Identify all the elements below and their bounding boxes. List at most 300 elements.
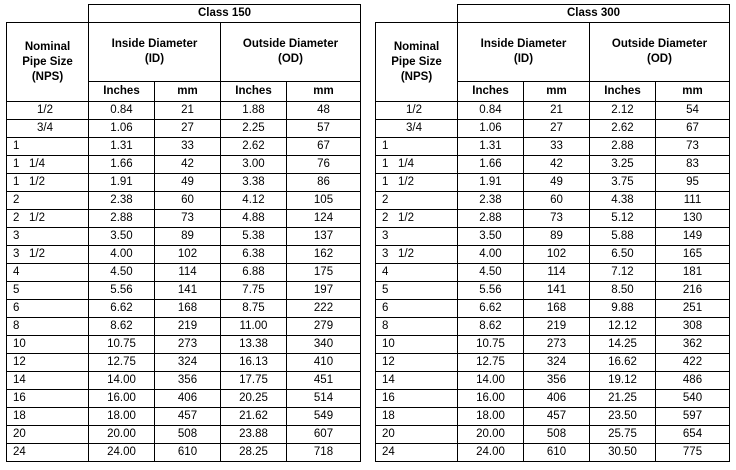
class-150-table [6,4,361,462]
nps-whole: 12 [382,356,395,368]
nps-cell [7,408,89,426]
nps-cell [376,228,458,246]
nps-whole: 18 [13,410,26,422]
table-row [376,426,730,444]
nps-cell [376,390,458,408]
table-row [7,444,361,462]
id-header-line: (ID) [513,53,534,65]
id-inches-cell: 1.31 [89,138,155,156]
id-mm-cell: 219 [524,318,590,336]
class-row [7,5,361,23]
id-mm-cell: 168 [524,300,590,318]
od-mm-cell: 57 [287,120,361,138]
id-mm-cell: 356 [524,372,590,390]
nps-cell [376,192,458,210]
nps-whole: 5 [13,284,20,296]
od-mm-cell: 607 [287,426,361,444]
nps-whole: 1 [13,176,20,188]
nps-cell [376,318,458,336]
id-inches-cell: 5.56 [458,282,524,300]
id-inches-cell: 14.00 [89,372,155,390]
nps-whole: 20 [382,428,395,440]
od-inches-cell: 6.88 [221,264,287,282]
nps-whole: 24 [382,446,395,458]
blank-corner-cell [376,5,458,23]
od-mm-cell: 137 [287,228,361,246]
od-header-line: (OD) [647,53,672,65]
od-mm-cell: 775 [656,444,730,462]
nps-fraction: 1/2 [406,104,422,116]
nps-whole: 1 [13,140,20,152]
nps-whole: 20 [13,428,26,440]
nps-whole: 16 [13,392,26,404]
unit-od-mm: mm [656,82,730,102]
table-row [7,192,361,210]
blank-corner-cell [7,5,89,23]
od-inches-cell: 3.75 [590,174,656,192]
nps-cell [376,444,458,462]
od-mm-cell: 549 [287,408,361,426]
nps-whole: 10 [382,338,395,350]
id-inches-cell: 3.50 [89,228,155,246]
od-inches-cell: 7.75 [221,282,287,300]
nps-header-line: (NPS) [400,70,433,83]
od-mm-cell: 48 [287,102,361,120]
od-mm-cell: 83 [656,156,730,174]
od-mm-cell: 308 [656,318,730,336]
nps-cell [376,408,458,426]
nps-header-line: Pipe Size [391,55,442,68]
od-mm-cell: 654 [656,426,730,444]
nps-header [376,23,458,102]
od-mm-cell: 222 [287,300,361,318]
od-header [221,23,361,82]
od-inches-cell: 12.12 [590,318,656,336]
table-row [376,264,730,282]
nps-fraction: 1/2 [29,248,45,260]
nps-whole: 8 [13,320,20,332]
od-mm-cell: 76 [287,156,361,174]
od-inches-cell: 16.62 [590,354,656,372]
nps-cell [7,102,89,120]
id-inches-cell: 8.62 [458,318,524,336]
table-row [7,102,361,120]
nps-whole: 3 [382,230,389,242]
od-inches-cell: 25.75 [590,426,656,444]
header-row [7,23,361,82]
nps-whole: 6 [382,302,389,314]
od-mm-cell: 124 [287,210,361,228]
nps-whole: 12 [13,356,26,368]
od-inches-cell: 2.62 [590,120,656,138]
id-mm-cell: 33 [524,138,590,156]
nps-fraction: 1/2 [398,212,414,224]
unit-od-mm: mm [287,82,361,102]
id-inches-cell: 12.75 [89,354,155,372]
table-row [7,210,361,228]
nps-whole: 2 [13,212,20,224]
id-inches-cell: 4.50 [458,264,524,282]
nps-cell [376,354,458,372]
id-mm-cell: 73 [524,210,590,228]
od-inches-cell: 1.88 [221,102,287,120]
id-mm-cell: 457 [155,408,221,426]
table-row [7,300,361,318]
od-inches-cell: 4.38 [590,192,656,210]
od-inches-cell: 2.62 [221,138,287,156]
class-150-tbody [7,5,361,462]
od-inches-cell: 6.50 [590,246,656,264]
table-row [7,120,361,138]
nps-header [7,23,89,102]
nps-cell [7,174,89,192]
table-row [376,318,730,336]
od-inches-cell: 4.12 [221,192,287,210]
id-mm-cell: 73 [155,210,221,228]
od-mm-cell: 73 [656,138,730,156]
id-inches-cell: 4.00 [89,246,155,264]
id-mm-cell: 508 [524,426,590,444]
table-row [376,336,730,354]
nps-cell [376,174,458,192]
id-inches-cell: 4.50 [89,264,155,282]
od-inches-cell: 23.50 [590,408,656,426]
od-inches-cell: 8.75 [221,300,287,318]
id-mm-cell: 21 [524,102,590,120]
id-mm-cell: 324 [155,354,221,372]
nps-whole: 4 [382,266,389,278]
nps-whole: 1 [382,140,389,152]
table-row [7,156,361,174]
nps-cell [376,138,458,156]
id-inches-cell: 1.06 [458,120,524,138]
nps-header-line: (NPS) [31,70,64,83]
od-mm-cell: 451 [287,372,361,390]
nps-cell [7,426,89,444]
unit-id-inches: Inches [458,82,524,102]
id-inches-cell: 24.00 [89,444,155,462]
id-mm-cell: 60 [524,192,590,210]
od-mm-cell: 67 [287,138,361,156]
table-row [376,156,730,174]
table-row [7,426,361,444]
nps-cell [376,120,458,138]
id-mm-cell: 610 [155,444,221,462]
id-mm-cell: 33 [155,138,221,156]
nps-whole: 3 [13,230,20,242]
id-mm-cell: 610 [524,444,590,462]
od-mm-cell: 718 [287,444,361,462]
id-inches-cell: 6.62 [458,300,524,318]
od-header-line: Outside Diameter [242,38,339,50]
id-inches-cell: 24.00 [458,444,524,462]
nps-cell [7,354,89,372]
nps-cell [376,282,458,300]
nps-cell [376,426,458,444]
nps-cell [7,282,89,300]
nps-whole: 1 [13,158,20,170]
id-inches-cell: 2.38 [458,192,524,210]
nps-cell [7,300,89,318]
table-row [7,264,361,282]
od-mm-cell: 86 [287,174,361,192]
od-inches-cell: 2.25 [221,120,287,138]
id-inches-cell: 3.50 [458,228,524,246]
nps-whole: 10 [13,338,26,350]
table-row [376,354,730,372]
id-mm-cell: 141 [155,282,221,300]
table-row [7,336,361,354]
od-mm-cell: 105 [287,192,361,210]
od-inches-cell: 28.25 [221,444,287,462]
id-mm-cell: 114 [524,264,590,282]
id-inches-cell: 6.62 [89,300,155,318]
id-inches-cell: 1.66 [458,156,524,174]
nps-cell [7,228,89,246]
id-inches-cell: 20.00 [89,426,155,444]
nps-whole: 18 [382,410,395,422]
id-mm-cell: 406 [524,390,590,408]
nps-fraction: 1/2 [37,104,53,116]
od-mm-cell: 362 [656,336,730,354]
nps-cell [7,372,89,390]
od-inches-cell: 13.38 [221,336,287,354]
od-mm-cell: 67 [656,120,730,138]
nps-cell [7,246,89,264]
id-mm-cell: 102 [155,246,221,264]
table-row [7,372,361,390]
od-mm-cell: 95 [656,174,730,192]
unit-id-mm: mm [155,82,221,102]
od-inches-cell: 23.88 [221,426,287,444]
nps-whole: 2 [382,194,389,206]
nps-cell [376,372,458,390]
od-header-line: (OD) [278,53,303,65]
id-header [458,23,590,82]
od-inches-cell: 9.88 [590,300,656,318]
od-mm-cell: 514 [287,390,361,408]
nps-cell [7,156,89,174]
nps-fraction: 1/4 [398,158,414,170]
od-inches-cell: 20.25 [221,390,287,408]
unit-id-inches: Inches [89,82,155,102]
od-mm-cell: 422 [656,354,730,372]
table-row [376,408,730,426]
od-inches-cell: 2.88 [590,138,656,156]
table-row [376,444,730,462]
nps-cell [376,156,458,174]
od-inches-cell: 30.50 [590,444,656,462]
id-mm-cell: 219 [155,318,221,336]
nps-fraction: 1/2 [29,212,45,224]
table-row [376,282,730,300]
od-inches-cell: 8.50 [590,282,656,300]
od-inches-cell: 3.00 [221,156,287,174]
od-mm-cell: 175 [287,264,361,282]
unit-id-mm: mm [524,82,590,102]
table-row [7,138,361,156]
id-mm-cell: 324 [524,354,590,372]
id-mm-cell: 457 [524,408,590,426]
id-inches-cell: 2.88 [89,210,155,228]
table-row [376,120,730,138]
od-mm-cell: 162 [287,246,361,264]
nps-fraction: 1/2 [29,176,45,188]
nps-fraction: 1/2 [398,248,414,260]
nps-whole: 2 [382,212,389,224]
id-mm-cell: 273 [524,336,590,354]
class-row [376,5,730,23]
od-mm-cell: 149 [656,228,730,246]
nps-whole: 4 [13,266,20,278]
nps-cell [376,210,458,228]
nps-header-line: Pipe Size [22,55,73,68]
table-row [7,228,361,246]
od-mm-cell: 216 [656,282,730,300]
id-inches-cell: 2.88 [458,210,524,228]
od-inches-cell: 5.12 [590,210,656,228]
id-inches-cell: 18.00 [458,408,524,426]
id-header-line: (ID) [144,53,165,65]
nps-cell [376,246,458,264]
id-mm-cell: 273 [155,336,221,354]
od-mm-cell: 54 [656,102,730,120]
od-inches-cell: 19.12 [590,372,656,390]
table-row [376,228,730,246]
id-mm-cell: 60 [155,192,221,210]
table-row [376,102,730,120]
id-inches-cell: 14.00 [458,372,524,390]
id-mm-cell: 21 [155,102,221,120]
nps-whole: 6 [13,302,20,314]
nps-cell [7,210,89,228]
id-inches-cell: 2.38 [89,192,155,210]
table-row [376,300,730,318]
nps-cell [7,120,89,138]
id-mm-cell: 89 [524,228,590,246]
nps-cell [7,264,89,282]
nps-whole: 1 [382,176,389,188]
nps-whole: 24 [13,446,26,458]
class-300-tbody [376,5,730,462]
unit-od-inches: Inches [221,82,287,102]
table-row [376,174,730,192]
nps-fraction: 3/4 [37,122,53,134]
id-mm-cell: 406 [155,390,221,408]
od-mm-cell: 130 [656,210,730,228]
class-label: Class 150 [89,5,361,23]
table-row [7,318,361,336]
table-row [7,246,361,264]
nps-whole: 16 [382,392,395,404]
id-inches-cell: 4.00 [458,246,524,264]
nps-header-line: Nominal [24,40,71,53]
od-inches-cell: 7.12 [590,264,656,282]
od-mm-cell: 111 [656,192,730,210]
nps-cell [7,390,89,408]
id-mm-cell: 356 [155,372,221,390]
nps-fraction: 1/2 [398,176,414,188]
nps-whole: 2 [13,194,20,206]
nps-header-line: Nominal [393,40,440,53]
id-mm-cell: 42 [524,156,590,174]
nps-cell [7,192,89,210]
od-inches-cell: 5.88 [590,228,656,246]
class-label: Class 300 [458,5,730,23]
nps-whole: 5 [382,284,389,296]
id-mm-cell: 102 [524,246,590,264]
od-inches-cell: 2.12 [590,102,656,120]
nps-whole: 3 [382,248,389,260]
od-inches-cell: 17.75 [221,372,287,390]
id-inches-cell: 8.62 [89,318,155,336]
id-mm-cell: 42 [155,156,221,174]
table-row [7,354,361,372]
nps-cell [7,318,89,336]
od-mm-cell: 486 [656,372,730,390]
id-inches-cell: 1.91 [89,174,155,192]
id-mm-cell: 27 [524,120,590,138]
od-inches-cell: 14.25 [590,336,656,354]
id-mm-cell: 168 [155,300,221,318]
od-inches-cell: 5.38 [221,228,287,246]
nps-cell [376,264,458,282]
id-inches-cell: 10.75 [458,336,524,354]
id-inches-cell: 20.00 [458,426,524,444]
nps-whole: 3 [13,248,20,260]
od-header-line: Outside Diameter [611,38,708,50]
id-inches-cell: 1.31 [458,138,524,156]
id-inches-cell: 0.84 [458,102,524,120]
id-header [89,23,221,82]
id-inches-cell: 5.56 [89,282,155,300]
od-mm-cell: 165 [656,246,730,264]
nps-cell [376,336,458,354]
nps-cell [7,336,89,354]
id-inches-cell: 12.75 [458,354,524,372]
nps-whole: 1 [382,158,389,170]
id-header-line: Inside Diameter [111,38,198,50]
nps-cell [376,300,458,318]
id-inches-cell: 1.66 [89,156,155,174]
nps-whole: 14 [382,374,395,386]
od-inches-cell: 3.25 [590,156,656,174]
nps-whole: 8 [382,320,389,332]
od-mm-cell: 197 [287,282,361,300]
od-inches-cell: 21.62 [221,408,287,426]
od-inches-cell: 16.13 [221,354,287,372]
id-mm-cell: 49 [155,174,221,192]
unit-od-inches: Inches [590,82,656,102]
od-inches-cell: 11.00 [221,318,287,336]
id-mm-cell: 89 [155,228,221,246]
id-mm-cell: 49 [524,174,590,192]
od-header [590,23,730,82]
id-inches-cell: 0.84 [89,102,155,120]
id-inches-cell: 16.00 [89,390,155,408]
nps-fraction: 3/4 [406,122,422,134]
class-300-table [375,4,730,462]
nps-cell [7,138,89,156]
id-inches-cell: 18.00 [89,408,155,426]
od-mm-cell: 597 [656,408,730,426]
od-mm-cell: 279 [287,318,361,336]
id-mm-cell: 508 [155,426,221,444]
od-inches-cell: 21.25 [590,390,656,408]
od-mm-cell: 340 [287,336,361,354]
nps-cell [376,102,458,120]
table-row [376,210,730,228]
